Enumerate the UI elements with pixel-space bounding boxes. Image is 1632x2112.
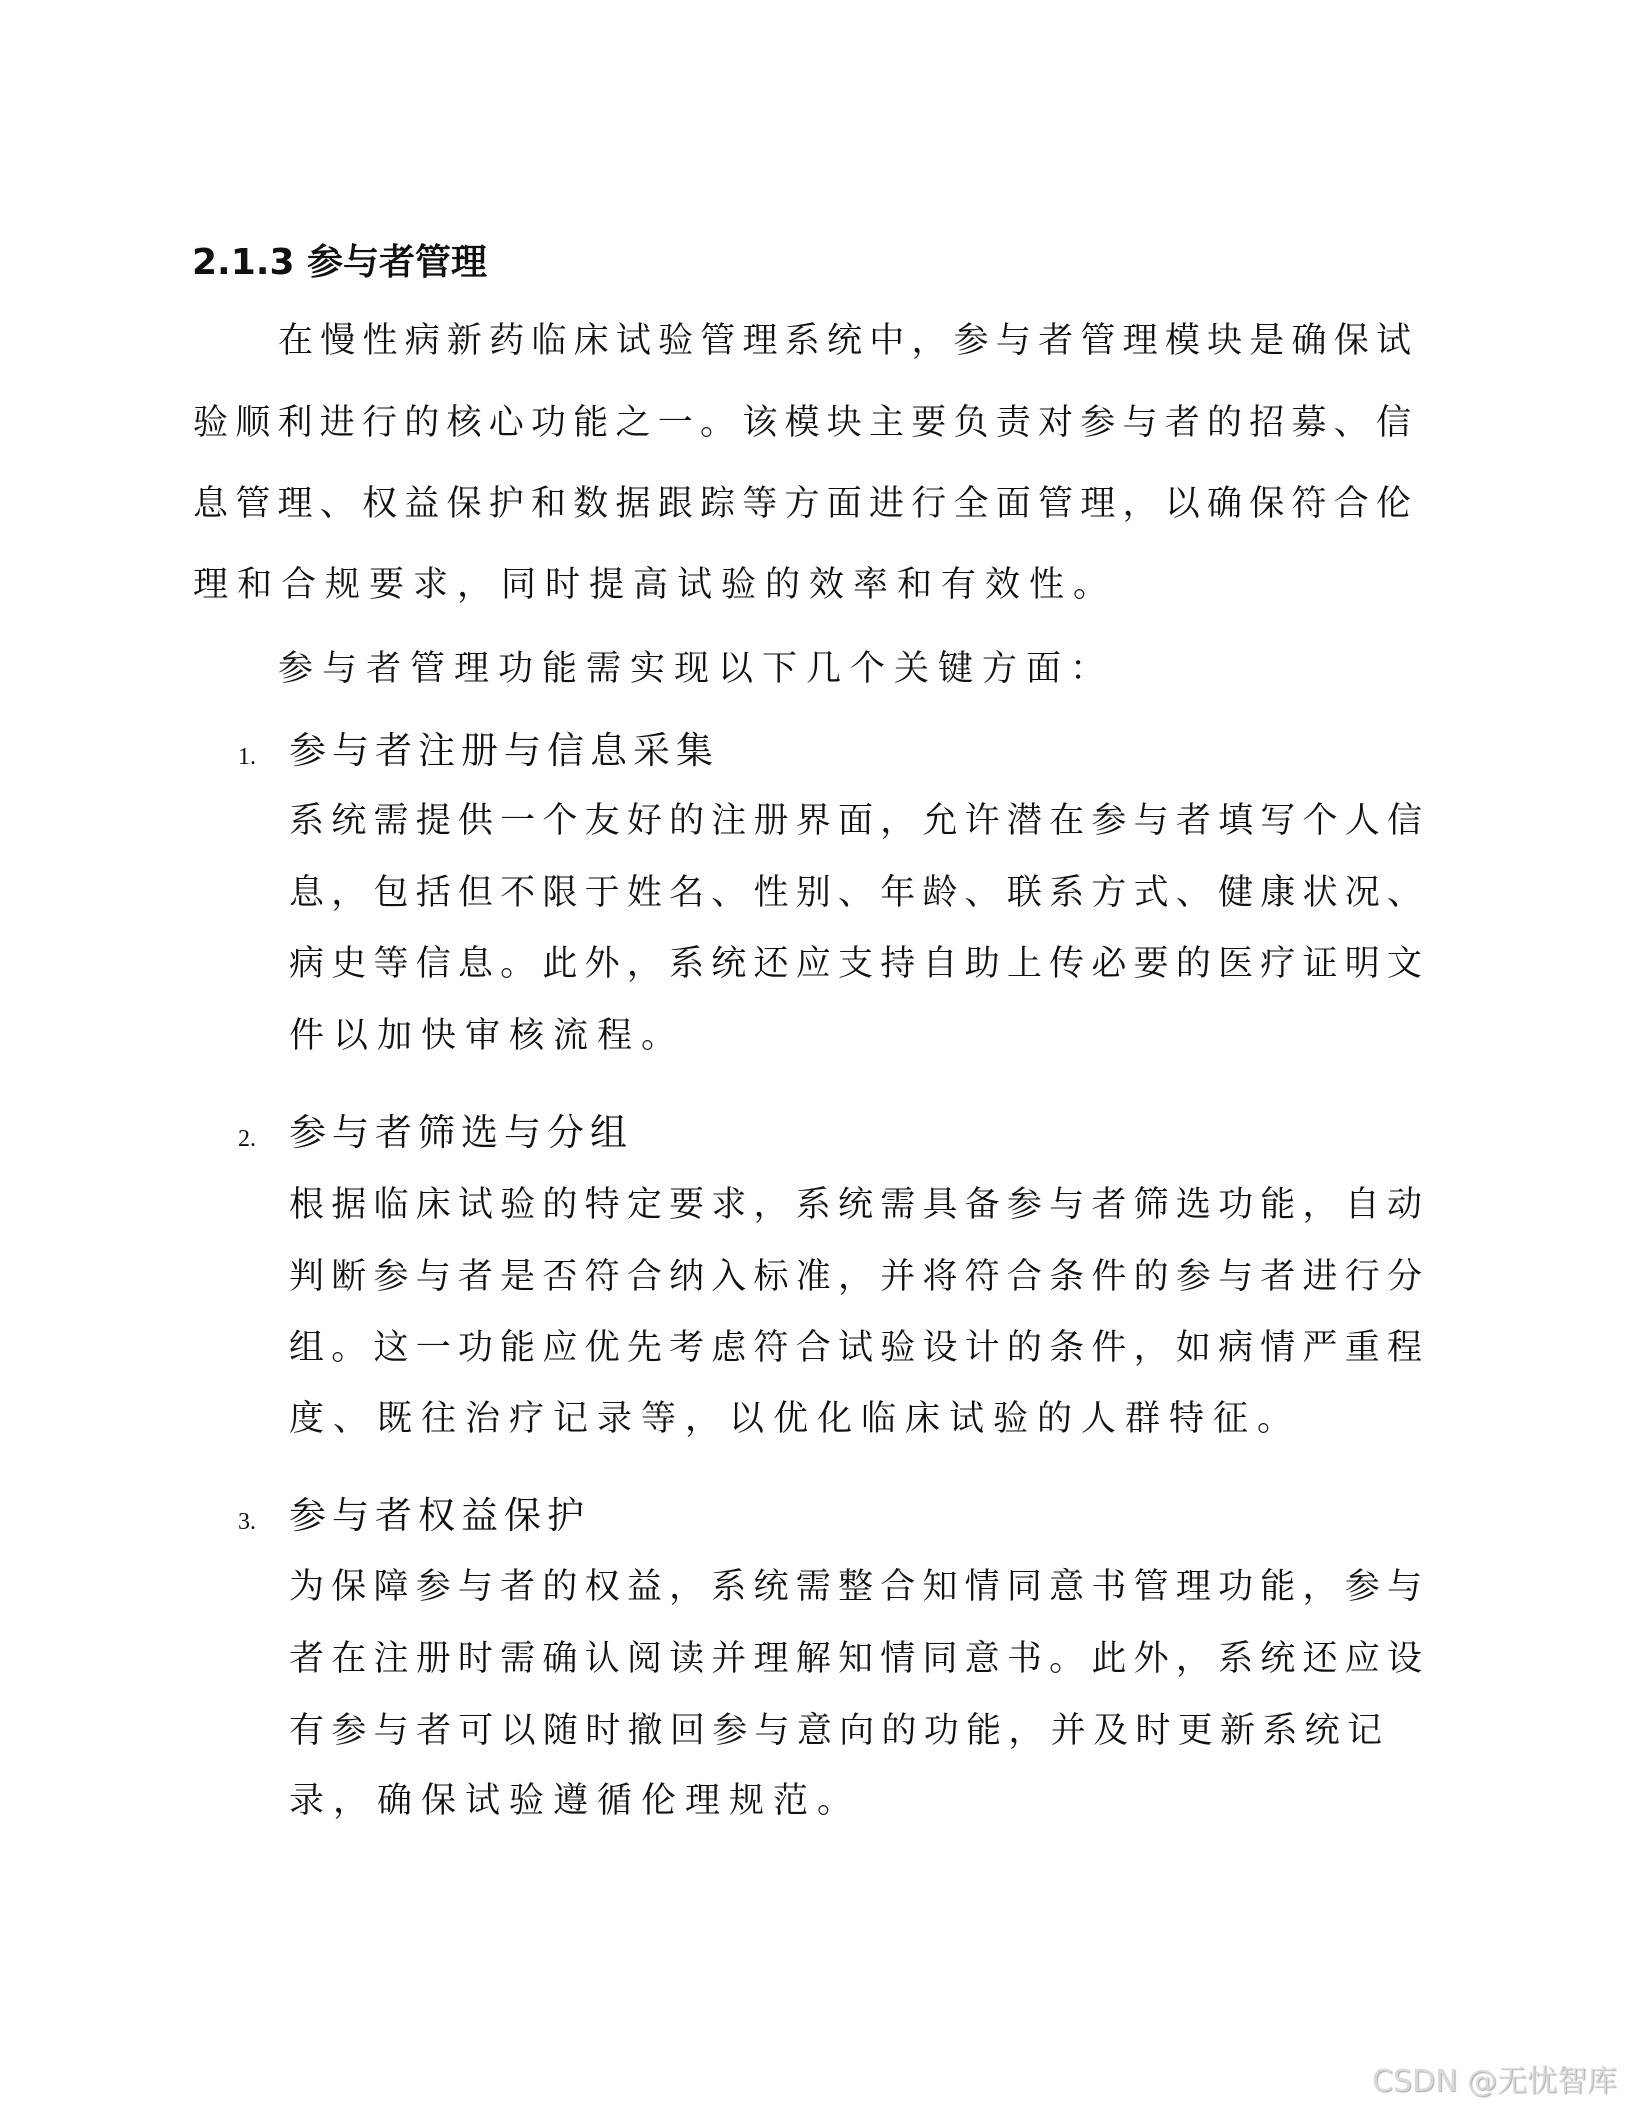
list-item-title: 参与者注册与信息采集: [289, 729, 719, 772]
intro-line: 理和合规要求，同时提高试验的效率和有效性。: [193, 565, 1118, 605]
section-heading: 2.1.3 参与者管理: [192, 242, 488, 283]
intro-line: 在慢性病新药临床试验管理系统中，参与者管理模块是确保试: [278, 321, 1413, 361]
list-item-title: 参与者筛选与分组: [289, 1111, 633, 1154]
list-item-line: 组。这一功能应优先考虑符合试验设计的条件，如病情严重程: [289, 1328, 1424, 1368]
list-item-line: 息，包括但不限于姓名、性别、年龄、联系方式、健康状况、: [289, 873, 1424, 913]
list-item-title: 参与者权益保护: [289, 1494, 590, 1537]
list-item-line: 件以加快审核流程。: [289, 1016, 686, 1056]
intro-line: 验顺利进行的核心功能之一。该模块主要负责对参与者的招募、信: [193, 403, 1413, 443]
list-item-line: 为保障参与者的权益，系统需整合知情同意书管理功能，参与: [289, 1567, 1424, 1607]
list-number: 3.: [238, 1509, 256, 1535]
list-item-line: 录，确保试验遵循伦理规范。: [289, 1781, 862, 1821]
watermark: CSDN @无忧智库: [1372, 2064, 1618, 2099]
list-item-line: 有参与者可以随时撤回参与意向的功能，并及时更新系统记: [289, 1711, 1384, 1751]
intro-line: 息管理、权益保护和数据跟踪等方面进行全面管理，以确保符合伦: [193, 484, 1413, 524]
list-number: 1.: [238, 744, 256, 770]
list-item-line: 根据临床试验的特定要求，系统需具备参与者筛选功能，自动: [289, 1185, 1424, 1225]
list-item-line: 病史等信息。此外，系统还应支持自助上传必要的医疗证明文: [289, 944, 1424, 984]
list-item-line: 系统需提供一个友好的注册界面，允许潜在参与者填写个人信: [289, 801, 1424, 841]
list-item-line: 度、既往治疗记录等，以优化临床试验的人群特征。: [289, 1399, 1302, 1439]
lead-paragraph: 参与者管理功能需实现以下几个关键方面：: [278, 649, 1115, 689]
list-number: 2.: [238, 1126, 256, 1152]
list-item-line: 判断参与者是否符合纳入标准，并将符合条件的参与者进行分: [289, 1257, 1424, 1297]
list-item-line: 者在注册时需确认阅读并理解知情同意书。此外，系统还应设: [289, 1639, 1424, 1679]
